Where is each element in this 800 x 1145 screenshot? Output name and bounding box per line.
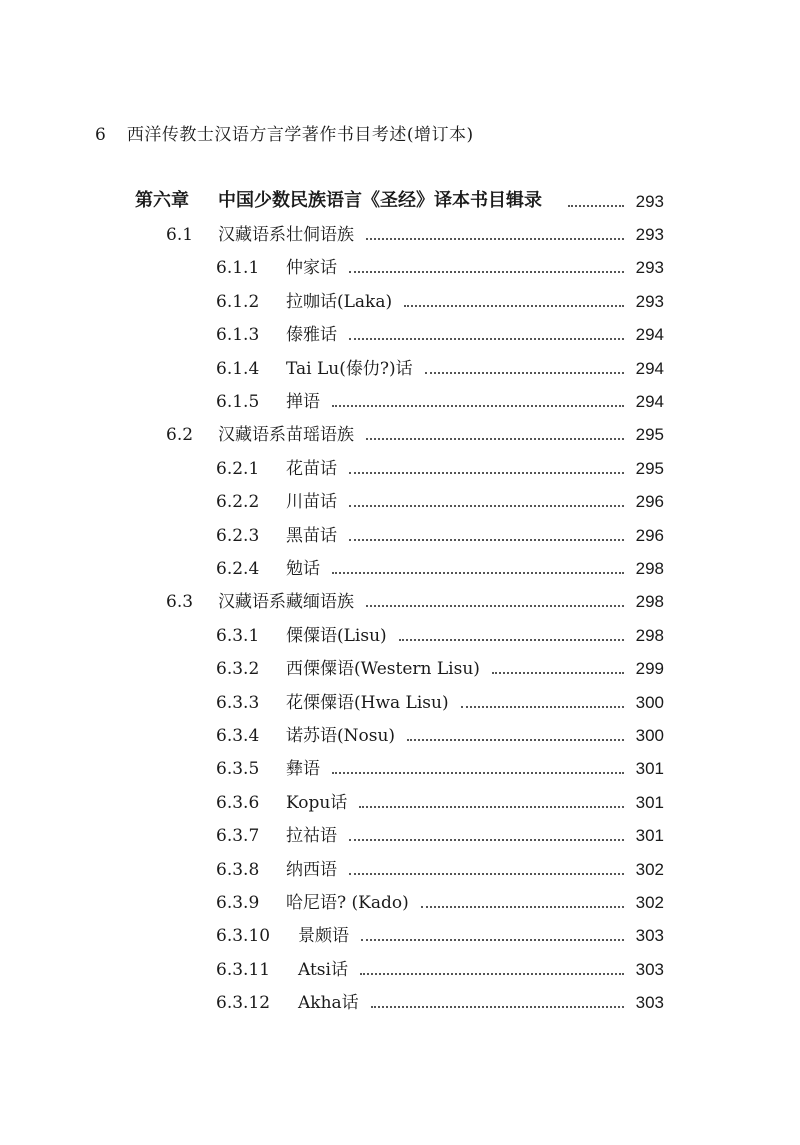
entry-number: 6.3.6: [216, 792, 260, 813]
leader-dots: [421, 906, 624, 908]
toc-entry-row[interactable]: [0, 620, 800, 646]
toc-entry-row[interactable]: [0, 854, 800, 880]
entry-number: 6.1: [166, 225, 194, 245]
leader-dots: [366, 438, 624, 440]
entry-title: Atsi话: [298, 959, 348, 980]
chapter-label: 第六章: [135, 190, 189, 211]
leader-dots: [360, 973, 624, 975]
toc-entry-row[interactable]: [0, 386, 800, 412]
entry-title: 花苗话: [286, 458, 337, 479]
toc-entry-row[interactable]: [0, 520, 800, 546]
entry-number: 6.1.1: [216, 258, 260, 279]
leader-dots: [359, 806, 624, 808]
toc-entry-row[interactable]: [0, 286, 800, 312]
entry-title: Akha话: [298, 993, 359, 1014]
toc-entry-row[interactable]: [0, 687, 800, 713]
entry-title: 仲家话: [286, 258, 337, 279]
entry-title: Kopu话: [286, 792, 348, 813]
chapter-page: 293: [635, 192, 664, 211]
page-number: 6: [95, 125, 107, 145]
entry-title: 黑苗话: [286, 525, 337, 546]
entry-number: 6.3.3: [216, 692, 260, 713]
toc-entry-row[interactable]: [0, 920, 800, 946]
entry-number: 6.1.3: [216, 325, 260, 346]
entry-title: 景颇语: [298, 926, 349, 947]
entry-number: 6.3.9: [216, 893, 260, 913]
entry-page: 295: [635, 458, 664, 478]
entry-page: 302: [635, 859, 664, 879]
entry-number: 6.1.2: [216, 291, 260, 312]
entry-page: 300: [635, 692, 664, 712]
entry-number: 6.3.11: [216, 959, 271, 980]
entry-page: 303: [635, 959, 664, 979]
entry-title: 花傈僳语(Hwa Lisu): [286, 692, 449, 713]
entry-number: 6.3.12: [216, 993, 271, 1014]
entry-title: 诺苏语(Nosu): [286, 726, 396, 746]
entry-page: 295: [635, 425, 664, 445]
leader-dots: [349, 338, 624, 340]
entry-number: 6.3.10: [216, 926, 271, 947]
running-title: 西洋传教士汉语方言学著作书目考述(增订本): [126, 125, 474, 145]
running-header: [95, 120, 474, 145]
entry-number: 6.2.4: [216, 559, 260, 579]
entry-number: 6.3.1: [216, 625, 260, 646]
entry-number: 6.2.3: [216, 525, 260, 546]
entry-number: 6.1.4: [216, 358, 260, 379]
entry-page: 294: [635, 325, 664, 345]
entry-page: 296: [635, 492, 664, 512]
entry-page: 293: [635, 258, 664, 278]
leader-dots: [371, 1006, 624, 1008]
entry-title: 掸语: [286, 392, 320, 412]
leader-dots: [349, 873, 624, 875]
entry-title: 拉咖话(Laka): [286, 291, 393, 312]
toc-entry-row[interactable]: [0, 219, 800, 245]
entry-page: 294: [635, 358, 664, 378]
chapter-title: 中国少数民族语言《圣经》译本书目辑录: [218, 190, 542, 211]
entry-title: 西傈僳语(Western Lisu): [286, 659, 480, 680]
leader-dots: [366, 605, 624, 607]
entry-number: 6.2: [166, 425, 194, 446]
leader-dots: [332, 772, 624, 774]
entry-title: 傣雅话: [286, 325, 337, 346]
entry-page: 293: [635, 225, 664, 244]
toc-entry-row[interactable]: [0, 753, 800, 779]
entry-page: 294: [635, 392, 664, 411]
entry-title: 勉话: [286, 559, 320, 579]
entry-title: Tai Lu(傣仂?)话: [286, 358, 413, 379]
entry-title: 傈僳语(Lisu): [286, 625, 387, 646]
toc-entry-row[interactable]: [0, 419, 800, 445]
entry-page: 298: [635, 625, 664, 645]
entry-title: 拉祜语: [286, 826, 337, 847]
leader-dots: [425, 372, 624, 374]
entry-title: 哈尼语? (Kado): [286, 893, 409, 913]
leader-dots: [332, 572, 624, 574]
entry-title: 汉藏语系苗瑶语族: [218, 425, 354, 446]
toc-entry-row[interactable]: [0, 586, 800, 612]
leader-dots: [492, 672, 624, 674]
toc-entry-row[interactable]: [0, 553, 800, 579]
leader-dots: [399, 639, 624, 641]
toc-entry-row[interactable]: [0, 954, 800, 980]
entry-number: 6.3.2: [216, 659, 260, 680]
entry-number: 6.2.2: [216, 492, 260, 513]
toc-entry-row[interactable]: [0, 453, 800, 479]
entry-number: 6.3.7: [216, 826, 260, 847]
leader-dots: [349, 271, 624, 273]
toc-entry-row[interactable]: [0, 987, 800, 1013]
entry-page: 303: [635, 993, 664, 1013]
leader-dots: [361, 939, 624, 941]
entry-number: 6.3: [166, 592, 194, 613]
entry-number: 6.3.5: [216, 759, 260, 780]
entry-page: 298: [635, 559, 664, 578]
entry-number: 6.3.8: [216, 859, 260, 880]
entry-title: 川苗话: [286, 492, 337, 513]
leader-dots: [349, 505, 624, 507]
entry-page: 300: [635, 726, 664, 745]
entry-title: 汉藏语系壮侗语族: [218, 225, 354, 245]
entry-page: 293: [635, 291, 664, 311]
toc-entry-row[interactable]: [0, 720, 800, 746]
toc-entry-row[interactable]: [0, 887, 800, 913]
entry-page: 301: [635, 759, 664, 779]
toc-entry-row[interactable]: [0, 252, 800, 278]
toc-chapter-row[interactable]: [0, 186, 800, 212]
entry-number: 6.1.5: [216, 392, 260, 412]
leader-dots: [461, 706, 624, 708]
leader-dots: [404, 305, 624, 307]
leader-dots: [407, 739, 624, 741]
entry-number: 6.2.1: [216, 458, 260, 479]
entry-page: 303: [635, 926, 664, 946]
leader-dots: [349, 839, 624, 841]
toc-entry-row[interactable]: [0, 486, 800, 512]
toc-entry-row[interactable]: [0, 319, 800, 345]
entry-page: 301: [635, 826, 664, 846]
entry-page: 298: [635, 592, 664, 612]
entry-number: 6.3.4: [216, 726, 260, 746]
leader-dots: [332, 405, 624, 407]
toc-entry-row[interactable]: [0, 787, 800, 813]
leader-dots: [349, 539, 624, 541]
entry-title: 彝语: [286, 759, 320, 780]
entry-page: 299: [635, 659, 664, 679]
leader-dots: [349, 472, 624, 474]
entry-title: 纳西语: [286, 859, 337, 880]
entry-page: 302: [635, 893, 664, 912]
entry-page: 301: [635, 792, 664, 812]
leader-dots: [366, 238, 624, 240]
leader-dots: [568, 205, 624, 207]
entry-page: 296: [635, 525, 664, 545]
toc-entry-row[interactable]: [0, 820, 800, 846]
toc-entry-row[interactable]: [0, 653, 800, 679]
toc-entry-row[interactable]: [0, 353, 800, 379]
entry-title: 汉藏语系藏缅语族: [218, 592, 354, 613]
